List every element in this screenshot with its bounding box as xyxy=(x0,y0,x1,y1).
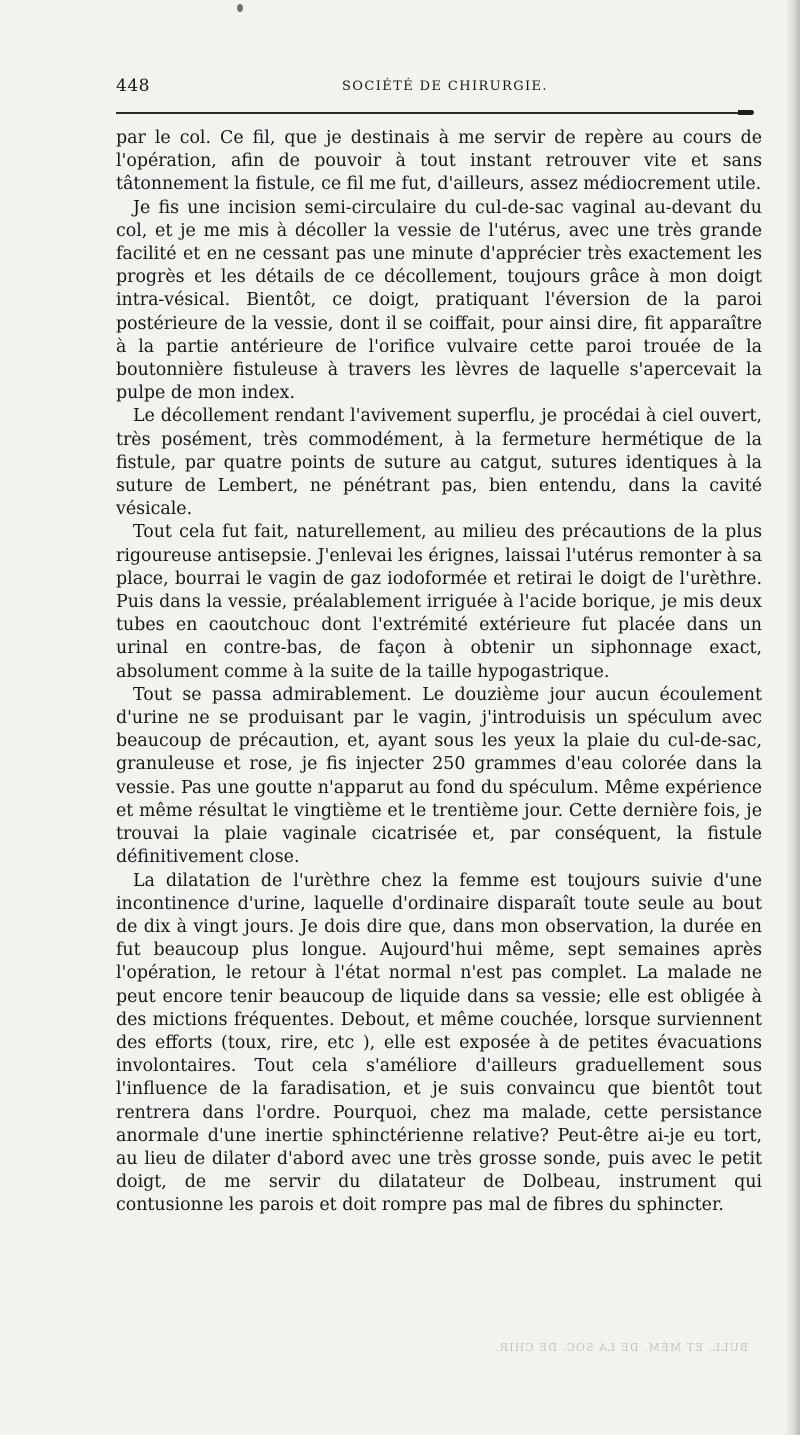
paragraph: La dilatation de l'urèthre chez la femme est toujours suivie d'une incontinence d'urine, laquelle d'ordinaire disparaît toute seule au bout de dix à vingt jours. Je dois dire que, dans mon observation, la durée en fut beaucoup plus longue. Aujourd'hui même, sept semaines après l'opération, le retour à l'état normal n'est pas complet. La malade ne peut encore tenir beaucoup de liquide dans sa vessie; elle est obligée à des mictions fréquentes. Debout, et même couchée, lorsque surviennent des efforts (toux, rire, etc ), elle est exposée à de petites évacuations involontaires. Tout cela s'améliore d'ailleurs graduellement sous l'influence de la faradisation, et je suis convaincu que bientôt tout rentrera dans l'ordre. Pourquoi, chez ma malade, cette persistance anormale d'une inertie sphinctérienne relative? Peut-être ai-je eu tort, au lieu de dilater d'abord avec une très grosse sonde, puis avec le petit doigt, de me servir du dilatateur de Dolbeau, instrument qui contusionne les parois et doit rompre pas mal de fibres du sphincter. xyxy=(116,870,762,1216)
paragraph: Je fis une incision semi-circulaire du cul-de-sac vaginal au-devant du col, et je me mis à décoller la vessie de l'utérus, avec une très grande facilité et en ne cessant pas une minute d'apprécier très exactement les progrès et les détails de ce décollement, toujours grâce à mon doigt intra-vésical. Bientôt, ce doigt, pratiquant l'éversion de la paroi postérieure de la vessie, dont il se coiffait, pour ainsi dire, fit apparaître à la partie antérieure de l'orifice vulvaire cette paroi trouée de la boutonnière fistuleuse à travers les lèvres de laquelle s'apercevait la pulpe de mon index. xyxy=(116,197,762,404)
running-head: SOCIÉTÉ DE CHIRURGIE. xyxy=(342,79,548,94)
paragraph: par le col. Ce fil, que je destinais à me servir de repère au cours de l'opération, afin de pouvoir à tout instant retrouver vite et sans tâtonnement la fistule, ce fil me fut, d'ailleurs, assez médiocrement utile. xyxy=(116,128,762,195)
header-rule-end xyxy=(738,110,754,115)
paragraph: Le décollement rendant l'avivement superflu, je procédai à ciel ouvert, très posément, très commodément, à la fermeture hermétique de la fistule, par quatre points de suture au catgut, sutures identiques à la suture de Lembert, ne pénétrant pas, bien entendu, dans la cavité vésicale. xyxy=(116,406,762,520)
page-number: 448 xyxy=(116,76,150,96)
page-edge-shadow xyxy=(786,0,800,1435)
ink-speck xyxy=(237,4,243,12)
body-text xyxy=(116,127,762,1218)
bleed-through-text: BULL. ET MÉM. DE LA SOC. DE CHIR. xyxy=(494,1341,748,1354)
header-rule xyxy=(116,112,753,114)
paragraph: Tout se passa admirablement. Le douzième jour aucun écoulement d'urine ne se produisant par le vagin, j'introduisis un spéculum avec beaucoup de précaution, et, ayant sous les yeux la plaie du cul-de-sac, granuleuse et rose, je fis injecter 250 grammes d'eau colorée dans la vessie. Pas une goutte n'apparut au fond du spéculum. Même expérience et même résultat le vingtième et le trentième jour. Cette dernière fois, je trouvai la plaie vaginale cicatrisée et, par conséquent, la fistule définitivement close. xyxy=(116,684,762,868)
page-header xyxy=(116,76,766,100)
paragraph: Tout cela fut fait, naturellement, au milieu des précautions de la plus rigoureuse antisepsie. J'enlevai les érignes, laissai l'utérus remonter à sa place, bourrai le vagin de gaz iodoformée et retirai le doigt de l'urèthre. Puis dans la vessie, préalablement irriguée à l'acide borique, je mis deux tubes en caoutchouc dont l'extrémité extérieure fut placée dans un urinal en contre-bas, de façon à obtenir un siphonnage exact, absolument comme à la suite de la taille hypogastrique. xyxy=(116,522,762,682)
